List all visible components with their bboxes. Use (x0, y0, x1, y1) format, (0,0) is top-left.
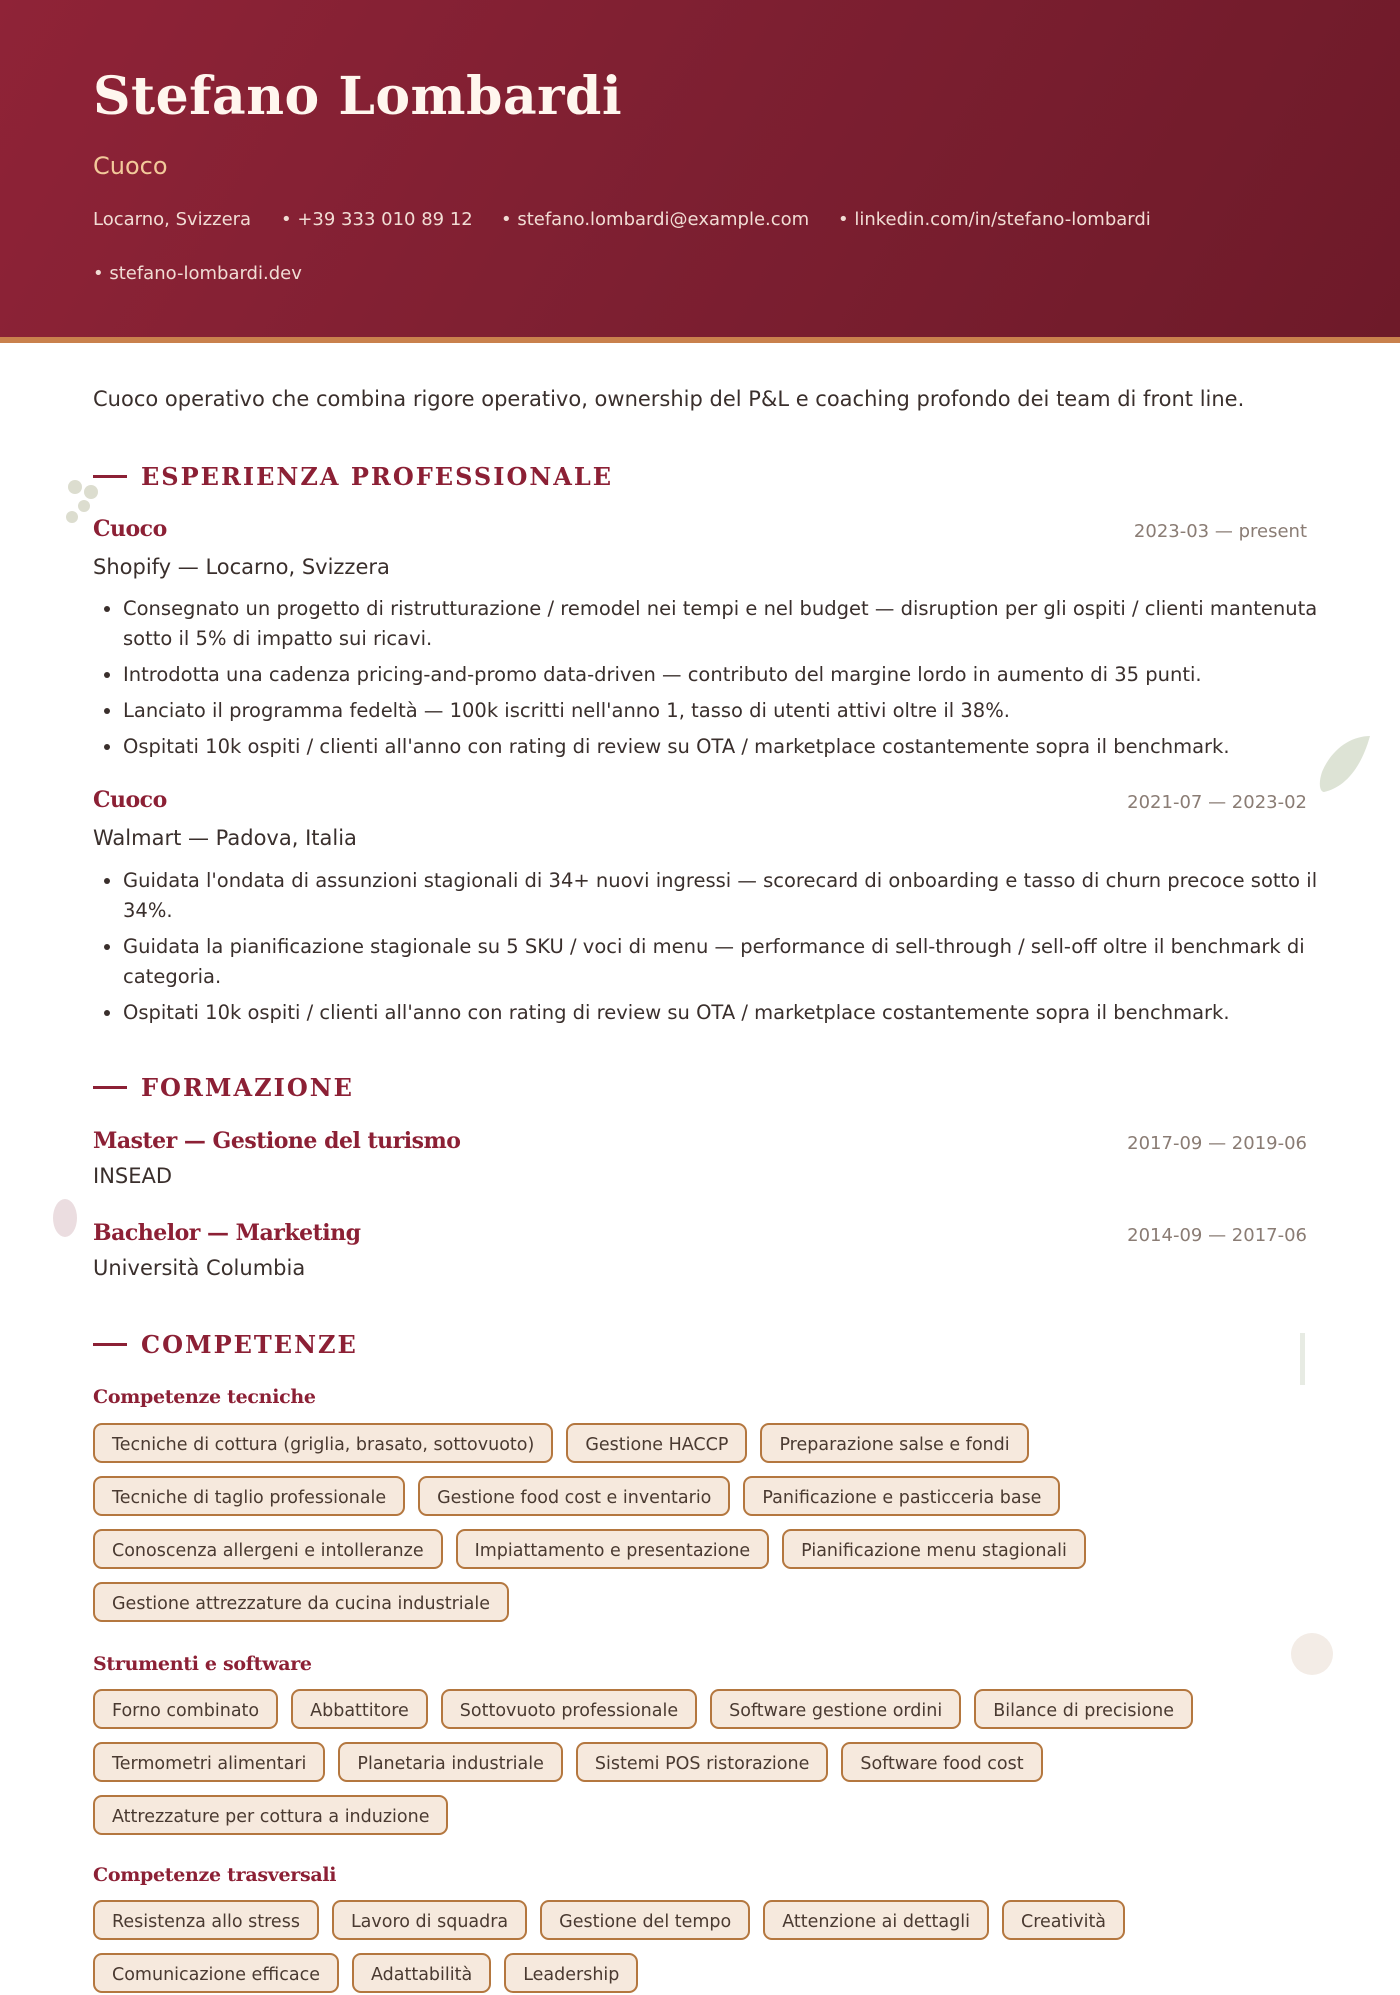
education-degree: Bachelor — Marketing (93, 1220, 361, 1246)
tools-chip-list (93, 1689, 1323, 1835)
profile-summary: Cuoco operativo che combina rigore operativo, ownership del P&L e coaching profondo dei team di front line. (93, 387, 1245, 411)
skill-chip: Sottovuoto professionale (441, 1689, 697, 1729)
contact-linkedin[interactable]: • linkedin.com/in/stefano-lombardi (838, 209, 1151, 230)
skill-chip: Resistenza allo stress (93, 1900, 319, 1940)
contact-website[interactable]: • stefano-lombardi.dev (93, 263, 302, 284)
job-bullet: • Ospitati 10k ospiti / clienti all'anno con rating di review su OTA / marketplace costantemente sopra il benchmark. (123, 998, 1338, 1028)
education-school: Università Columbia (93, 1256, 306, 1280)
education-degree: Master — Gestione del turismo (93, 1128, 461, 1154)
skill-chip: Creatività (1002, 1900, 1125, 1940)
skill-chip: Attenzione ai dettagli (763, 1900, 989, 1940)
contact-phone: • +39 333 010 89 12 (281, 209, 473, 230)
candidate-name: Stefano Lombardi (93, 66, 623, 127)
contact-location: Locarno, Svizzera (93, 209, 252, 230)
job-org: Shopify — Locarno, Svizzera (93, 555, 390, 579)
section-rule (93, 1343, 127, 1346)
skill-chip: Gestione HACCP (566, 1423, 747, 1463)
resume-header (0, 0, 1400, 343)
skills-chip-list (93, 1423, 1323, 1622)
section-skills-heading (93, 1330, 358, 1359)
skill-chip: Software food cost (841, 1742, 1042, 1782)
section-experience-title: ESPERIENZA PROFESSIONALE (141, 462, 614, 491)
section-experience-heading (93, 462, 613, 491)
candidate-role: Cuoco (93, 152, 168, 180)
job-bullet: • Guidata l'ondata di assunzioni stagionali di 34+ nuovi ingressi — scorecard di onboarding e tasso di churn precoce sotto il 34%. (123, 866, 1338, 926)
contact-email[interactable]: • stefano.lombardi@example.com (501, 209, 810, 230)
skill-chip: Gestione attrezzature da cucina industriale (93, 1582, 509, 1622)
skill-chip: Adattabilità (352, 1953, 491, 1993)
job-bullets (93, 866, 1338, 1034)
job-bullet: • Ospitati 10k ospiti / clienti all'anno con rating di review su OTA / marketplace costantemente sopra il benchmark. (123, 732, 1338, 762)
decorative-petal-icon (50, 1196, 80, 1240)
job-title: Cuoco (93, 787, 167, 813)
job-org: Walmart — Padova, Italia (93, 826, 357, 850)
skills-group-title: Strumenti e software (93, 1653, 312, 1675)
skill-chip: Tecniche di taglio professionale (93, 1476, 405, 1516)
skill-chip: Panificazione e pasticceria base (743, 1476, 1060, 1516)
section-rule (93, 1086, 127, 1089)
job-bullet: • Introdotta una cadenza pricing-and-promo data-driven — contributo del margine lordo in aumento di 35 punti. (123, 660, 1338, 690)
skill-chip: Sistemi POS ristorazione (576, 1742, 828, 1782)
section-education-heading (93, 1073, 354, 1102)
section-education-title: FORMAZIONE (141, 1073, 354, 1102)
education-school: INSEAD (93, 1164, 173, 1188)
job-bullet: • Guidata la pianificazione stagionale su 5 SKU / voci di menu — performance di sell-through / sell-off oltre il benchmark di categoria. (123, 932, 1338, 992)
skills-group-title: Competenze tecniche (93, 1386, 316, 1408)
skill-chip: Lavoro di squadra (332, 1900, 527, 1940)
skill-chip: Impiattamento e presentazione (456, 1529, 770, 1569)
skill-chip: Abbattitore (291, 1689, 428, 1729)
education-dates: 2014-09 — 2017-06 (1127, 1225, 1307, 1246)
job-title: Cuoco (93, 516, 167, 542)
section-rule (93, 475, 127, 478)
education-dates: 2017-09 — 2019-06 (1127, 1133, 1307, 1154)
section-skills-title: COMPETENZE (141, 1330, 358, 1359)
job-bullet: • Consegnato un progetto di ristrutturazione / remodel nei tempi e nel budget — disruption per gli ospiti / clienti mantenuta sotto il 5% di impatto sui ricavi. (123, 594, 1338, 654)
skill-chip: Planetaria industriale (338, 1742, 562, 1782)
job-dates: 2021-07 — 2023-02 (1127, 792, 1307, 813)
decorative-circle-icon (1290, 1632, 1334, 1676)
skill-chip: Leadership (504, 1953, 638, 1993)
skill-chip: Termometri alimentari (93, 1742, 325, 1782)
skill-chip: Conoscenza allergeni e intolleranze (93, 1529, 443, 1569)
skill-chip: Gestione food cost e inventario (418, 1476, 730, 1516)
soft-skills-chip-list (93, 1900, 1323, 1993)
skill-chip: Preparazione salse e fondi (760, 1423, 1028, 1463)
skill-chip: Bilance di precisione (974, 1689, 1193, 1729)
decorative-bar (1300, 1333, 1305, 1385)
job-dates: 2023-03 — present (1133, 521, 1307, 542)
skill-chip: Software gestione ordini (710, 1689, 961, 1729)
skill-chip: Forno combinato (93, 1689, 278, 1729)
skill-chip: Comunicazione efficace (93, 1953, 339, 1993)
job-bullets (93, 594, 1338, 768)
job-bullet: • Lanciato il programma fedeltà — 100k iscritti nell'anno 1, tasso di utenti attivi oltre il 38%. (123, 696, 1338, 726)
skill-chip: Attrezzature per cottura a induzione (93, 1795, 448, 1835)
skills-group-title: Competenze trasversali (93, 1864, 337, 1886)
skill-chip: Tecniche di cottura (griglia, brasato, sottovuoto) (93, 1423, 553, 1463)
skill-chip: Pianificazione menu stagionali (782, 1529, 1086, 1569)
skill-chip: Gestione del tempo (540, 1900, 750, 1940)
